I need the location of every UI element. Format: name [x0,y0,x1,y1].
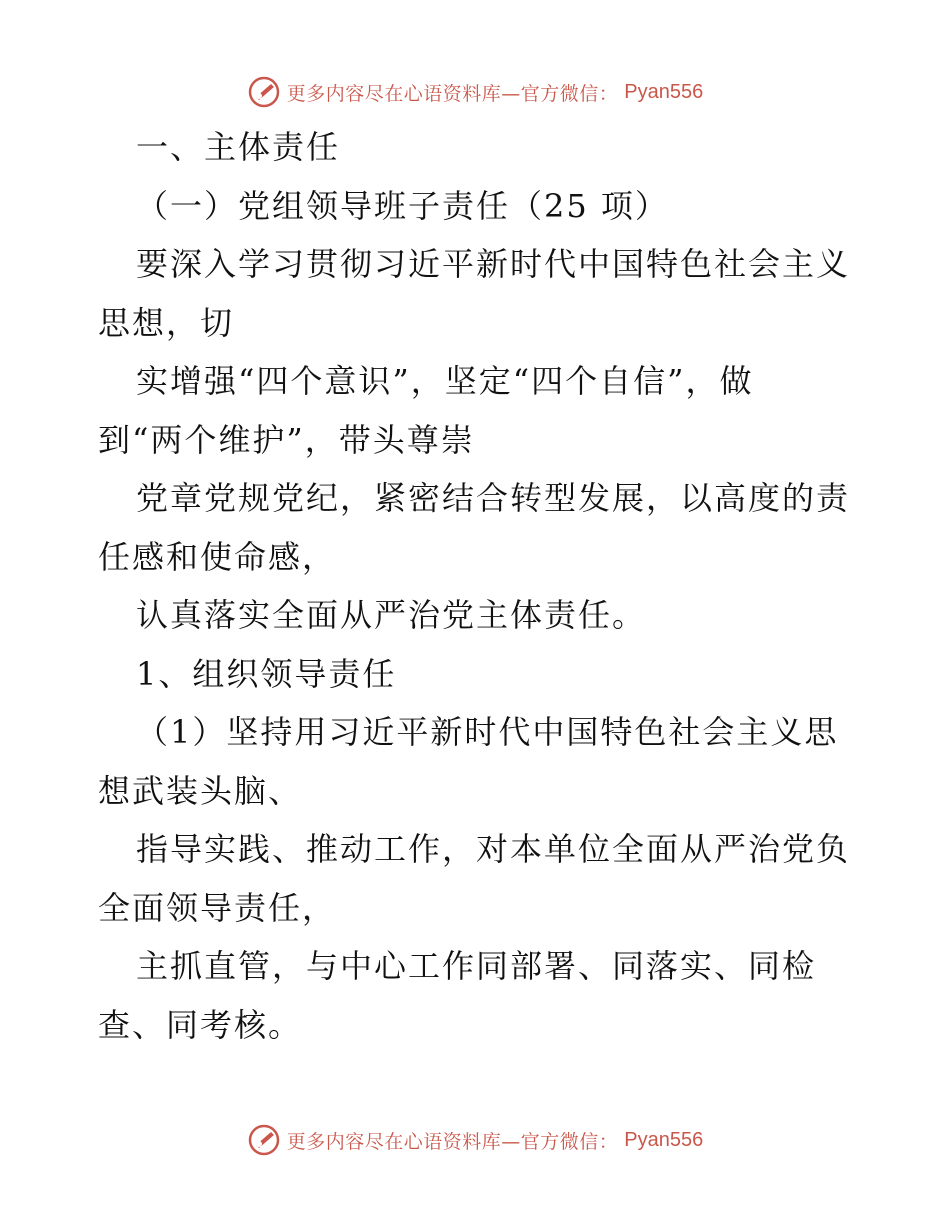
paragraph-line: 全面领导责任， [98,888,337,927]
watermark-logo-icon [247,1123,281,1157]
subsection-heading: （一）党组领导班子责任（25 项） [136,186,669,225]
paragraph-line: （1）坚持用习近平新时代中国特色社会主义思 [136,713,839,751]
paragraph-line: 查、同考核。 [98,1005,303,1044]
paragraph-line: 认真落实全面从严治党主体责任。 [136,596,647,634]
watermark-text: 更多内容尽在心语资料库—官方微信： [286,82,619,105]
document-body [98,118,858,1054]
header-watermark [0,72,950,112]
paragraph-line: 思想，切 [98,303,235,342]
watermark-text: 更多内容尽在心语资料库—官方微信： [286,1130,619,1153]
watermark-code: Pyan556 [624,1128,704,1151]
paragraph-line: 主抓直管，与中心工作同部署、同落实、同检 [136,947,817,985]
paragraph-line: 到“两个维护”，带头尊崇 [98,420,475,459]
footer-watermark [0,1120,950,1160]
watermark-logo-icon [247,75,281,109]
paragraph-line: 任感和使命感， [98,537,337,576]
paragraph-line: 要深入学习贯彻习近平新时代中国特色社会主义 [136,245,851,283]
section-heading: 一、主体责任 [136,128,341,166]
paragraph-line: 想武装头脑、 [98,771,303,810]
paragraph-line: 党章党规党纪，紧密结合转型发展，以高度的责 [136,479,851,517]
item-heading: 1、组织领导责任 [136,654,397,693]
paragraph-line: 指导实践、推动工作，对本单位全面从严治党负 [136,830,851,868]
paragraph-line: 实增强“四个意识”，坚定“四个自信”，做 [136,362,754,400]
watermark-code: Pyan556 [624,80,704,103]
